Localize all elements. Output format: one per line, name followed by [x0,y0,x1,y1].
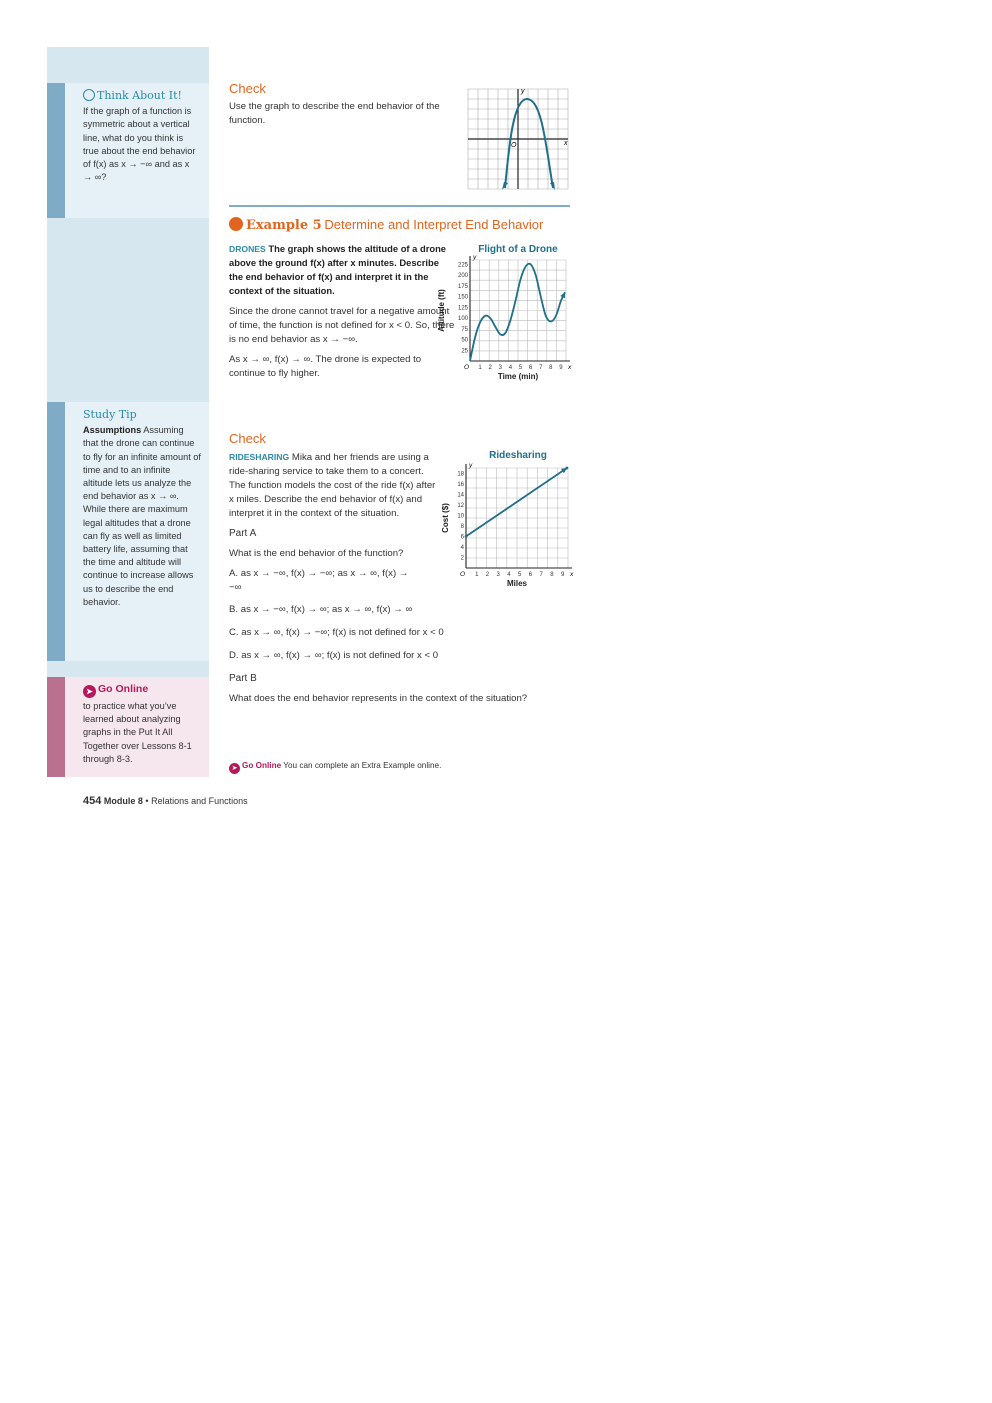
ride-y-tick-label: 16 [457,481,464,488]
drone-x-tick-label: 5 [518,365,523,371]
option-a[interactable]: A. as x → −∞, f(x) → −∞; as x → ∞, f(x) → −∞ [229,568,409,593]
go-online-accent-bar [47,677,65,777]
ride-chart-title: Ridesharing [489,450,547,461]
example-label: Example 5 [246,218,322,233]
option-b[interactable]: B. as x → −∞, f(x) → ∞; as x → ∞, f(x) → ∞ [229,604,413,615]
study-tip-accent-bar [47,402,65,661]
drone-y-tick-label: 25 [461,348,468,355]
think-about-it-box [47,83,209,218]
check-graph [466,87,570,191]
ride-x-tick-label: 2 [485,572,490,578]
go-online-text: to practice what you’ve learned about analyzing graphs in the Put It All Together over Lessons 8-1 through 8-3. [83,701,192,764]
ride-x-tick-label: 5 [518,572,522,578]
drone-y-tick-label: 75 [461,326,468,333]
drone-x-letter: x [568,364,572,371]
example-para-2: As x → ∞, f(x) → ∞. The drone is expected to continue to fly higher. [229,354,422,379]
ride-x-tick-label: 4 [507,572,511,578]
footer-bullet: • [145,796,149,806]
option-c[interactable]: C. as x → ∞, f(x) → −∞; f(x) is not defined for x < 0 [229,627,444,638]
check2-text: RIDESHARING Mika and her friends are using a ride-sharing service to take them to a concert. The function models the cost of the ride f(x) after x miles. Describe the end behavior of f(x) and interpret it in the context of the situation. [229,452,436,519]
think-title: Think About It! [83,89,201,102]
example-prompt: DRONES The graph shows the altitude of a drone above the ground f(x) after x minutes. Describe the end behavior of f(x) and interpret it in the context of the situation. [229,243,447,296]
study-tip-lead: Assumptions [83,425,142,436]
ridesharing-lead: RIDESHARING [229,452,290,462]
ride-x-tick-label: 6 [528,572,533,578]
ride-chart [440,460,576,590]
drone-y-axis-title: Altitude (ft) [437,289,446,332]
go-online-box[interactable] [47,677,209,777]
drone-y-tick-label: 175 [457,283,468,290]
drone-x-tick-label: 4 [508,365,513,371]
example-5-body [229,242,455,381]
drone-y-letter: y [473,254,477,261]
ride-x-tick-label: 8 [550,572,554,578]
drone-series-line [470,264,565,361]
part-b-question: What does the end behavior represents in the context of the situation? [229,693,528,704]
chapter-label: Relations and Functions [151,796,248,806]
ride-x-axis-title: Miles [506,579,528,588]
cursor-icon-bottom: ➤ [229,763,240,774]
drone-x-tick-label: 2 [488,365,492,371]
ride-y-letter: y [469,462,473,469]
lightbulb-icon [83,89,95,101]
example-5-header [229,217,574,234]
ride-x-tick-label: 7 [539,572,543,578]
ride-y-tick-label: 4 [460,544,464,551]
drone-y-tick-label: 125 [457,305,468,312]
example-title: Determine and Interpret End Behavior [324,217,544,232]
ride-y-tick-label: 10 [457,513,464,520]
module-label: Module 8 [103,796,143,806]
ride-y-tick-label: 18 [457,471,464,478]
drone-x-tick-label: 1 [478,365,482,371]
check-section-1 [229,82,459,128]
drone-y-tick-label: 150 [457,294,468,301]
ride-x-tick-label: 3 [496,572,500,578]
ride-origin-label: O [460,571,466,578]
go-online-extra-title[interactable]: Go Online [242,761,282,770]
ride-y-tick-label: 6 [460,534,464,541]
drone-y-tick-label: 50 [461,337,468,344]
go-online-extra-text: You can complete an Extra Example online. [283,761,442,770]
example-para-1: Since the drone cannot travel for a negative amount of time, the function is not defined for x < 0. So, there is no end behavior as x → −∞. [229,306,455,345]
drones-lead: DRONES [229,244,266,254]
part-a-question: What is the end behavior of the function? [229,548,404,559]
drone-x-tick-label: 3 [498,365,502,371]
check-x-label: x [564,140,568,147]
go-online-extra[interactable] [229,761,441,774]
part-a-label: Part A [229,528,257,539]
drone-x-tick-label: 6 [528,365,533,371]
think-text: If the graph of a function is symmetric about a vertical line, what do you think is true about the end behavior of f(x) as x → −∞ and as x → ∞? [83,106,196,183]
drone-chart [436,254,576,382]
check-y-label: y [521,88,525,95]
ride-x-tick-label: 9 [560,572,565,578]
cursor-icon: ➤ [83,685,96,698]
drone-chart-title: Flight of a Drone [478,244,558,255]
part-b-label: Part B [229,673,257,684]
ride-y-tick-label: 2 [460,555,464,562]
globe-icon [229,217,243,231]
check-text: Use the graph to describe the end behavior of the function. [229,101,440,126]
ride-point [465,535,468,538]
drone-origin-label: O [464,364,470,371]
page-footer [83,795,248,807]
ride-point [566,467,569,470]
study-tip-box [47,402,209,661]
drone-y-tick-label: 225 [457,262,468,269]
drone-x-tick-label: 7 [539,365,543,371]
ride-y-axis-title: Cost ($) [441,503,450,533]
ride-y-tick-label: 14 [457,492,464,499]
check-heading: Check [229,81,266,96]
check-origin-label: O [511,142,517,149]
ride-x-letter: x [570,571,574,578]
study-tip-text: Assumptions Assuming that the drone can continue to fly for an infinite amount of time and to an infinite altitude lets us analyze the end behavior as x → ∞. While there are maximum legal altitudes that a drone can fly as well as limited battery life, assuming that the time and altitude will continue to increase allows us to describe the end behavior. [83,425,201,607]
go-online-title[interactable]: ➤ Go Online [83,683,201,698]
drone-x-axis-title: Time (min) [497,372,539,381]
think-accent-bar [47,83,65,218]
ride-y-tick-label: 12 [457,502,464,509]
study-tip-title: Study Tip [83,408,137,421]
drone-y-tick-label: 200 [457,273,468,280]
section-divider [229,205,570,207]
drone-y-tick-label: 100 [457,316,468,323]
ride-y-tick-label: 8 [460,523,464,530]
page-number: 454 [83,795,102,807]
ride-x-tick-label: 1 [475,572,479,578]
option-d[interactable]: D. as x → ∞, f(x) → ∞; f(x) is not defined for x < 0 [229,650,439,661]
drone-x-tick-label: 9 [559,365,563,371]
drone-x-tick-label: 8 [549,365,553,371]
check2-heading: Check [229,431,266,446]
